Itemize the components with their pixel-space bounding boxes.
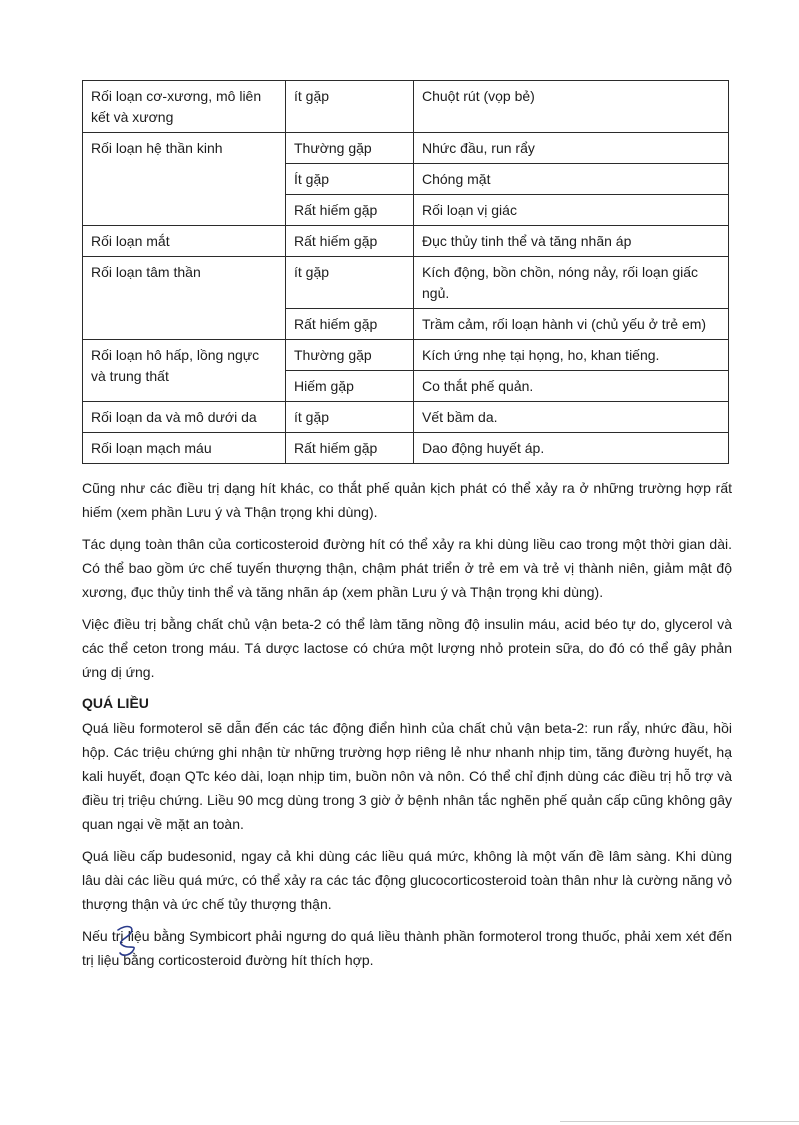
body-text <box>82 476 732 980</box>
table-row <box>83 81 729 133</box>
organ-cell: Rối loạn mạch máu <box>83 433 286 464</box>
frequency-cell: ít gặp <box>286 81 414 133</box>
frequency-cell: Ít gặp <box>286 164 414 195</box>
organ-cell: Rối loạn hô hấp, lồng ngực và trung thất <box>83 340 286 402</box>
paragraph-bronchospasm: Cũng như các điều trị dạng hít khác, co thắt phế quản kịch phát có thể xảy ra ở những trường hợp rất hiếm (xem phần Lưu ý và Thận trọng khi dùng). <box>82 480 732 520</box>
effect-cell: Trầm cảm, rối loạn hành vi (chủ yếu ở trẻ em) <box>414 309 729 340</box>
paragraph-systemic-effects: Tác dụng toàn thân của corticosteroid đường hít có thể xảy ra khi dùng liều cao trong một thời gian dài. Có thể bao gồm ức chế tuyến thượng thận, chậm phát triển ở trẻ em và trẻ vị thành niên, giảm mật độ xương, đục thủy tinh thể và tăng nhãn áp (xem phần Lưu ý và Thận trọng khi dùng). <box>82 536 732 600</box>
section-heading-overdose: QUÁ LIỀU <box>82 695 149 711</box>
frequency-cell: Rất hiếm gặp <box>286 226 414 257</box>
organ-cell: Rối loạn da và mô dưới da <box>83 402 286 433</box>
organ-cell: Rối loạn mắt <box>83 226 286 257</box>
effect-cell: Chóng mặt <box>414 164 729 195</box>
paragraph-symbicort-discontinuation: Nếu trị liệu bằng Symbicort phải ngưng do quá liều thành phần formoterol trong thuốc, phải xem xét đến trị liệu bằng corticosteroid đường hít thích hợp. <box>82 928 732 968</box>
frequency-cell: Rất hiếm gặp <box>286 309 414 340</box>
paragraph-beta2-agonist: Việc điều trị bằng chất chủ vận beta-2 có thể làm tăng nồng độ insulin máu, acid béo tự do, glycerol và các thể ceton trong máu. Tá dược lactose có chứa một lượng nhỏ protein sữa, do đó có thể gây phản ứng dị ứng. <box>82 616 732 680</box>
frequency-cell: Hiếm gặp <box>286 371 414 402</box>
table-row <box>83 433 729 464</box>
frequency-cell: Rất hiếm gặp <box>286 195 414 226</box>
paragraph-formoterol-overdose: Quá liều formoterol sẽ dẫn đến các tác động điển hình của chất chủ vận beta-2: run rẩy, nhức đầu, hồi hộp. Các triệu chứng ghi nhận từ những trường hợp riêng lẻ như nhanh nhịp tim, tăng đường huyết, hạ kali huyết, đoạn QTc kéo dài, loạn nhịp tim, buồn nôn và nôn. Có thể chỉ định dùng các điều trị hỗ trợ và điều trị triệu chứng. Liều 90 mcg dùng trong 3 giờ ở bệnh nhân tắc nghẽn phế quản cấp cũng không gây quan ngại về mặt an toàn. <box>82 720 732 832</box>
effect-cell: Rối loạn vị giác <box>414 195 729 226</box>
frequency-cell: ít gặp <box>286 402 414 433</box>
table-row <box>83 226 729 257</box>
table-row <box>83 133 729 164</box>
frequency-cell: Thường gặp <box>286 340 414 371</box>
organ-cell: Rối loạn hệ thần kinh <box>83 133 286 226</box>
handwritten-mark-icon <box>110 920 150 960</box>
adverse-effects-table <box>82 80 729 464</box>
table-row <box>83 402 729 433</box>
organ-cell: Rối loạn cơ-xương, mô liên kết và xương <box>83 81 286 133</box>
effect-cell: Kích ứng nhẹ tại họng, ho, khan tiếng. <box>414 340 729 371</box>
table-row <box>83 340 729 371</box>
paragraph-budesonide-overdose: Quá liều cấp budesonid, ngay cả khi dùng các liều quá mức, không là một vấn đề lâm sàng. Khi dùng lâu dài các liều quá mức, có thể xảy ra các tác động glucocorticosteroid toàn thân như là cường năng vỏ thượng thận và ức chế tủy thượng thận. <box>82 848 732 912</box>
table-row <box>83 257 729 309</box>
effect-cell: Vết bầm da. <box>414 402 729 433</box>
effect-cell: Chuột rút (vọp bẻ) <box>414 81 729 133</box>
effect-cell: Đục thủy tinh thể và tăng nhãn áp <box>414 226 729 257</box>
effect-cell: Dao động huyết áp. <box>414 433 729 464</box>
effect-cell: Nhức đầu, run rẩy <box>414 133 729 164</box>
scan-edge-line <box>560 1121 799 1122</box>
effect-cell: Co thắt phế quản. <box>414 371 729 402</box>
effect-cell: Kích động, bồn chồn, nóng nảy, rối loạn giấc ngủ. <box>414 257 729 309</box>
frequency-cell: Rất hiếm gặp <box>286 433 414 464</box>
organ-cell: Rối loạn tâm thần <box>83 257 286 340</box>
frequency-cell: ít gặp <box>286 257 414 309</box>
frequency-cell: Thường gặp <box>286 133 414 164</box>
